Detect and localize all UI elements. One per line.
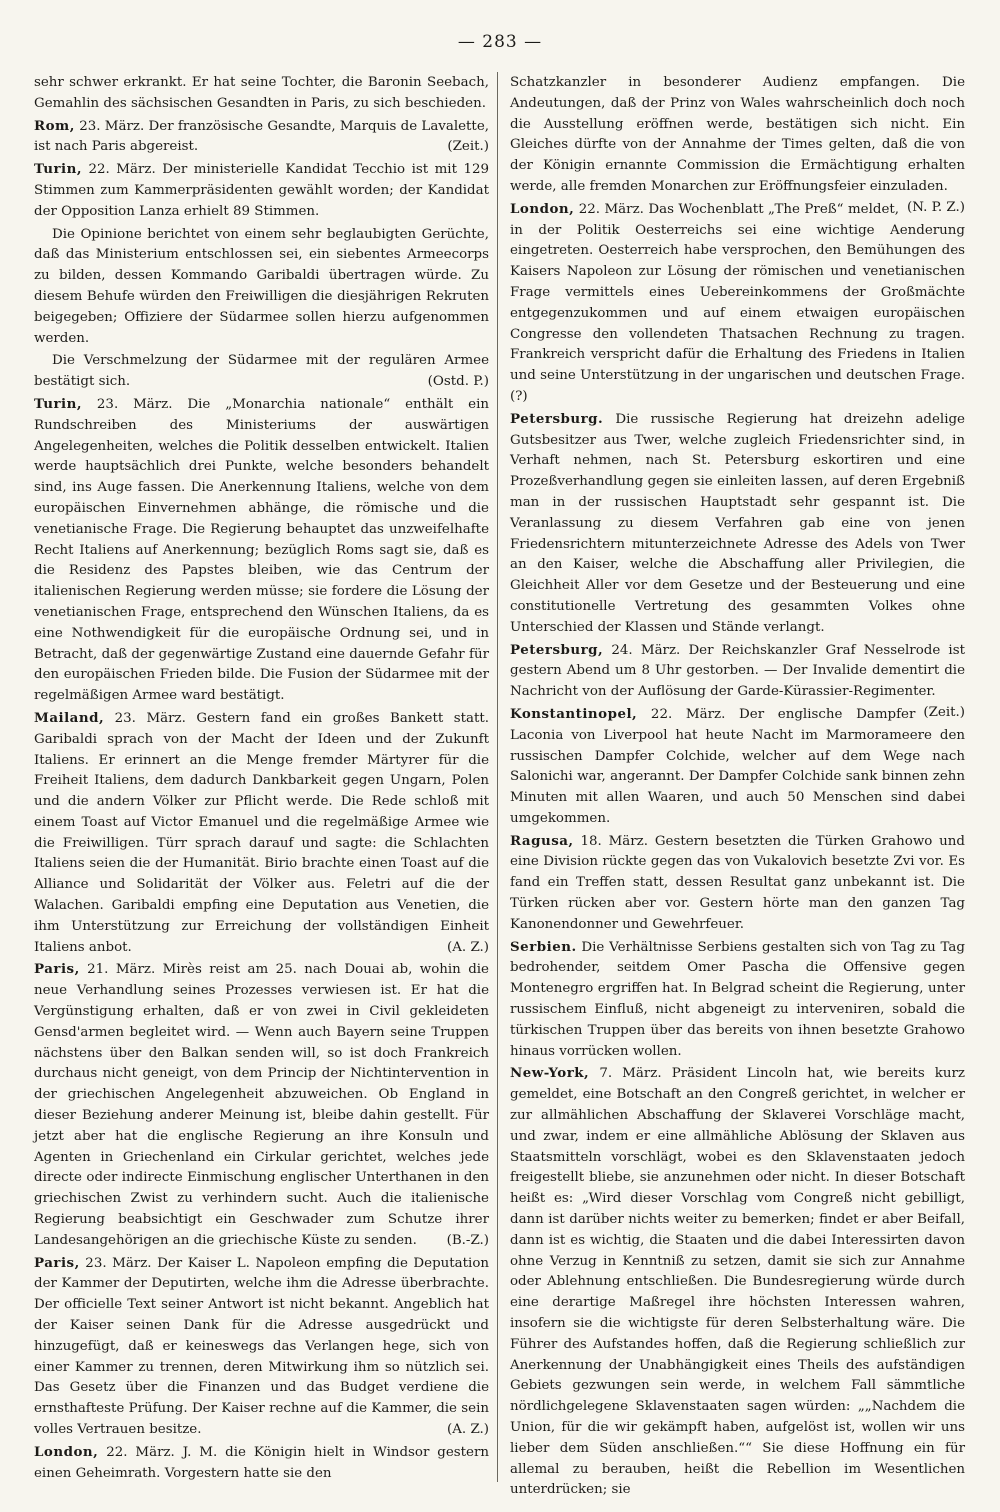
article-place: Petersburg,	[510, 641, 604, 658]
article-text: Präsident Lincoln hat, wie bereits kurz gemeldet, eine Botschaft an den Congreß gerichtet, in welcher er zur allmählichen Abschaffung der Sklaverei Vorschläge macht, und zwar, indem er eine allmähliche Ablösung der Sklaven aus Staatsmitteln vorschlägt, wobei es den Sklavenstaaten jedoch freigestellt bliebe, sie anzunehmen oder nicht. In dieser Botschaft heißt es: „Wird dieser Vorschlag vom Congreß nicht gebilligt, dann ist darüber nichts weiter zu bemerken; findet er aber Beifall, dann ist es wichtig, die Staaten und die dabei Interessirten davon ohne Verzug in Kenntniß zu setzen, damit sie sich zur Annahme oder Ablehnung entschließen. Die Bundesregierung würde durch eine derartige Maßregel ihre höchsten Interessen wahren, insofern sie die wichtigste für deren Selbsterhaltung wäre. Die Führer des Aufstandes hoffen, daß die Regierung schließlich zur Anerkennung der Unabhängigkeit eines Theils des aufständigen Gebiets gezwungen sein werde, in welchem Fall sämmtliche nördlichgelegene Sklavenstaaten sagen würden: „„Nachdem die Union, für die wir gekämpft haben, aufgelöst ist, wollen wir uns lieber dem Süden anschließen.““ Sie diese Hoffnung ein für allemal zu berauben, heißt die Rebellion im Wesentlichen unterdrücken; sie	[510, 1066, 965, 1498]
article-place: Paris,	[34, 1254, 80, 1271]
article-text: Die Opinione berichtet von einem sehr beglaubigten Gerüchte, daß das Ministerium entschlossen sei, ein siebentes Armeecorps zu bilden, dessen Kommando Garibaldi übertragen würde. Zu diesem Behufe würden den Freiwilligen die diesjährigen Rekruten beigegeben; Offiziere der Südarmee sollen hierzu aufgenommen werden.	[34, 226, 489, 346]
left-column	[34, 72, 489, 1484]
right-column	[510, 72, 965, 1501]
article-place: New-York,	[510, 1065, 590, 1082]
article	[34, 394, 489, 707]
article-date: 22. März.	[106, 1444, 175, 1460]
article-source: (Zeit.)	[447, 139, 489, 155]
article-place: Turin,	[34, 161, 83, 178]
article-text: Das Wochenblatt „The Preß“ meldet, in der Politik Oesterreichs sei eine wichtige Aenderung eingetreten. Oesterreich habe versprochen, den Bemühungen des Kaisers Napoleon zur Lösung der römischen und venetianischen Frage vermittels eines Uebereinkommens der Großmächte entgegenzukommen und auf einem etwaigen europäischen Congresse den vollendeten Thatsachen Rechnung zu tragen. Frankreich verspricht dafür die Erhaltung des Friedens in Italien und seine Unterstützung in der ungarischen und deutschen Frage. (?)	[510, 201, 965, 404]
article	[34, 1442, 489, 1485]
article-text: sehr schwer erkrankt. Er hat seine Tochter, die Baronin Seebach, Gemahlin des sächsischen Gesandten in Paris, zu sich beschieden.	[34, 75, 489, 111]
article	[34, 708, 489, 959]
article-place: Petersburg.	[510, 410, 604, 427]
article	[510, 199, 965, 408]
article	[34, 116, 489, 159]
article-text: Die Verschmelzung der Südarmee mit der regulären Armee bestätigt sich.	[34, 353, 489, 390]
article-text: Die Verhältnisse Serbiens gestalten sich von Tag zu Tag bedrohender, seitdem Omer Pascha die Offensive gegen Montenegro ergriffen hat. In Belgrad scheint die Regierung, unter russischem Einfluß, nicht abgeneigt zu interveniren, sobald die türkischen Truppen über das bereits von ihnen besetzte Grahowo hinaus vorrücken wollen.	[510, 939, 965, 1059]
article-place: London,	[510, 200, 575, 217]
article-text: Der Reichskanzler Graf Nesselrode ist gestern Abend um 8 Uhr gestorben. — Der Invalide dementirt die Nachricht von der Auflösung der Garde-Kürassier-Regimenter.	[510, 642, 965, 700]
article-date: 23. März.	[96, 396, 173, 412]
article-date: 22. März.	[578, 201, 644, 217]
article	[510, 704, 965, 830]
article-source: (Zeit.)	[923, 704, 965, 720]
article	[510, 1063, 965, 1501]
article-source: (N. P. Z.)	[907, 199, 965, 215]
article	[510, 937, 965, 1063]
article-text: Die „Monarchia nationale“ enthält ein Rundschreiben des Ministeriums der auswärtigen Angelegenheiten, welches die Politik desselben entwickelt. Italien werde hauptsächlich drei Punkte, welche besonders behandelt sind, ins Auge fassen. Die Anerkennung Italiens, welche von dem europäischen Einvernehmen abhänge, die römische und die venetianische Frage. Die Regierung behauptet das unzweifelhafte Recht Italiens auf Anerkennung; bezüglich Roms sagt sie, daß es die Residenz des Papstes bleiben, wie das Centrum der italienischen Regierung werden müsse; sie fordere die Lösung der venetianischen Frage, entsprechend den Wünschen Italiens, da es eine Nothwendigkeit für die europäische Ordnung sei, und in Betracht, daß der gegenwärtige Zustand eine dauernde Gefahr für den europäischen Frieden bilde. Die Fusion der Südarmee mit der regelmäßigen Armee ward bestätigt.	[34, 396, 489, 704]
article-place: London,	[34, 1443, 99, 1460]
article-date: 21. März.	[87, 962, 156, 978]
article-date: 22. März.	[88, 162, 156, 178]
article-place: Paris,	[34, 961, 80, 978]
article	[34, 959, 489, 1251]
article	[510, 409, 965, 639]
article	[34, 72, 489, 115]
article-text: Der englische Dampfer Laconia von Liverpool hat heute Nacht im Marmorameere den russischen Dampfer Colchide, welcher auf dem Wege nach Salonichi war, angerannt. Der Dampfer Colchide sank binnen zehn Minuten mit allen Waaren, und auch 50 Menschen sind dabei umgekommen.	[510, 706, 965, 826]
article-text: Der französische Gesandte, Marquis de Lavalette, ist nach Paris abgereist.	[34, 118, 489, 155]
article-text: Die russische Regierung hat dreizehn adelige Gutsbesitzer aus Twer, welche zugleich Friedensrichter sind, in Verhaft nehmen, nach St. Petersburg eskortiren und eine Prozeßverhandlung gegen sie einleiten lassen, auf deren Ergebniß man in der russischen Hauptstadt sehr gespannt ist. Die Veranlassung zu diesem Verfahren gab eine von jenen Friedensrichtern mitunterzeichnete Adresse des Adels von Twer an den Kaiser, welche die Abschaffung aller Privilegien, die Gleichheit Aller vor dem Gesetze und der Besteuerung und eine constitutionelle Vertretung des gesammten Volkes ohne Unterschied der Klassen und Stände verlangt.	[510, 411, 965, 635]
page-number: — 283 —	[457, 32, 543, 52]
article-text: J. M. die Königin hielt in Windsor gestern einen Geheimrath. Vorgestern hatte sie den	[34, 1444, 489, 1481]
article-date: 23. März.	[79, 118, 145, 134]
article-place: Serbien.	[510, 938, 577, 955]
article-date: 18. März.	[580, 833, 648, 849]
article-date: 23. März.	[85, 1255, 152, 1271]
article	[34, 1253, 489, 1441]
article-source: (Ostd. P.)	[427, 374, 489, 390]
article-date: 22. März.	[650, 706, 726, 722]
article-place: Rom,	[34, 117, 75, 134]
article-place: Konstantinopel,	[510, 705, 638, 722]
article-date: 24. März.	[611, 642, 681, 658]
article-text: Schatzkanzler in besonderer Audienz empfangen. Die Andeutungen, daß der Prinz von Wales wahrscheinlich doch noch die Ausstellung eröffnen werde, bestätigen sich nicht. Ein Gleiches dürfte von der Annahme der Times gelten, daß die von der Königin ernannte Commission die Ermächtigung erhalten werde, alle fremden Monarchen zur Eröffnungsfeier einzuladen.	[510, 75, 965, 194]
article	[34, 159, 489, 222]
article-text: Gestern besetzten die Türken Grahowo und eine Division rückte gegen das von Vukalovich besetzte Zvi vor. Es fand ein Treffen statt, dessen Resultat ganz unbekannt ist. Die Türken rücken aber vor. Gestern hörte man den ganzen Tag Kanonendonner und Gewehrfeuer.	[510, 833, 965, 932]
article-text: Gestern fand ein großes Bankett statt. Garibaldi sprach von der Macht der Ideen und der Zukunft Italiens. Er erinnert an die Menge fremder Märtyrer für die Freiheit Italiens, dem dadurch Dankbarkeit gegen Ungarn, Polen und die andern Völker zur Pflicht werde. Die Rede schloß mit einem Toast auf Victor Emanuel und die regelmäßige Armee wie die Freiwilligen. Türr sprach darauf und sagte: die Schlachten Italiens seien die der Humanität. Birio brachte einen Toast auf die Alliance und Solidarität der Völker aus. Feletri auf die der Walachen. Garibaldi empfing eine Deputation aus Venetien, die ihm Unterstützung zur Erreichung der vollständigen Einheit Italiens anbot.	[34, 710, 489, 955]
article-text: Der ministerielle Kandidat Tecchio ist mit 129 Stimmen zum Kammerpräsidenten gewählt worden; der Kandidat der Opposition Lanza erhielt 89 Stimmen.	[34, 162, 490, 219]
article-date: 7. März.	[599, 1066, 662, 1082]
article-source: (A. Z.)	[447, 1422, 489, 1437]
article-source: (A. Z.)	[447, 939, 489, 955]
article	[34, 350, 489, 393]
article-text: Mirès reist am 25. nach Douai ab, wohin die neue Verhandlung seines Prozesses verwiesen ist. Er hat die Vergünstigung erhalten, daß er von zwei in Civil gekleideten Gensd'armen begleitet wird. — Wenn auch Bayern seine Truppen nächstens über den Balkan senden will, so ist doch Frankreich durchaus nicht geneigt, von dem Princip der Nichtintervention in der griechischen Angelegenheit abzuweichen. Ob England in dieser Beziehung anderer Meinung ist, bleibe dahin gestellt. Für jetzt aber hat die englische Regierung an ihre Konsuln und Agenten in Griechenland ein Cirkular gerichtet, welches jede directe oder indirecte Einmischung englischer Unterthanen in den griechischen Zwist zu verhindern sucht. Auch die italienische Regierung beabsichtigt ein Geschwader zum Schutze ihrer Landesangehörigen an die griechische Küste zu senden.	[34, 962, 489, 1248]
article	[510, 831, 965, 936]
article-date: 23. März.	[114, 710, 186, 726]
article-text: Der Kaiser L. Napoleon empfing die Deputation der Kammer der Deputirten, welche ihm die Adresse überbrachte. Der officielle Text seiner Antwort ist nicht bekannt. Angeblich hat der Kaiser seinen Dank für die Adresse ausgedrückt und hinzugefügt, daß er keineswegs das Verlangen hege, sich von einer Kammer zu trennen, deren Mitwirkung ihm so nützlich sei. Das Gesetz über die Finanzen und das Budget verdiene die ernsthafteste Prüfung. Der Kaiser rechne auf die Kammer, die sein volles Vertrauen besitze.	[34, 1255, 490, 1437]
article-place: Mailand,	[34, 709, 105, 726]
article-place: Ragusa,	[510, 832, 574, 849]
article-place: Turin,	[34, 395, 83, 412]
article	[34, 224, 489, 350]
column-divider	[497, 72, 498, 1482]
article-source: (B.-Z.)	[446, 1232, 489, 1248]
